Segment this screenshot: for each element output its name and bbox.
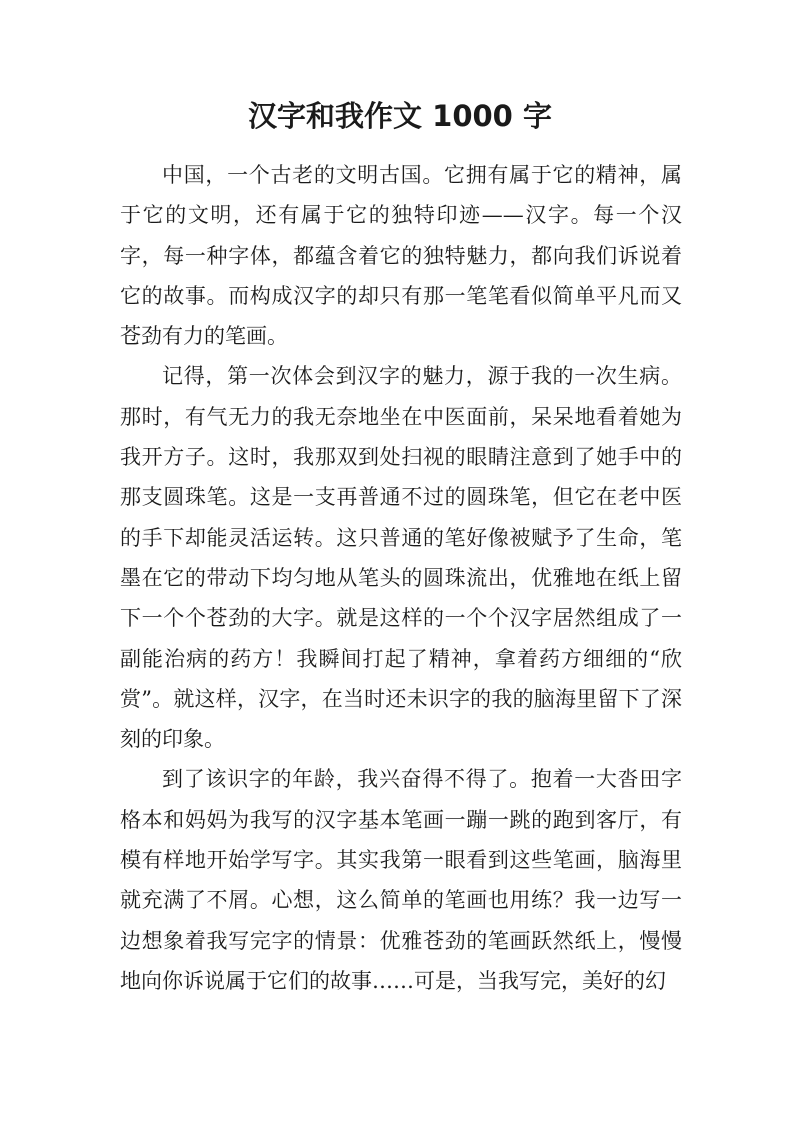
document-title: 汉字和我作文 1000 字 xyxy=(248,99,552,133)
document-body xyxy=(120,155,682,1001)
paragraph-3: 到了该识字的年龄，我兴奋得不得了。抱着一大沓田字格本和妈妈为我写的汉字基本笔画一蹦一跳的跑到客厅，有模有样地开始学写字。其实我第一眼看到这些笔画，脑海里就充满了不屑。心想，这么简单的笔画也用练？我一边写一边想象着我写完字的情景：优雅苍劲的笔画跃然纸上，慢慢地向你诉说属于它们的故事……可是，当我写完，美好的幻 xyxy=(120,767,682,993)
paragraph-1: 中国，一个古老的文明古国。它拥有属于它的精神，属于它的文明，还有属于它的独特印迹——汉字。每一个汉字，每一种字体，都蕴含着它的独特魅力，都向我们诉说着它的故事。而构成汉字的却只有那一笔笔看似简单平凡而又苍劲有力的笔画。 xyxy=(120,163,682,349)
paragraph-2: 记得，第一次体会到汉字的魅力，源于我的一次生病。那时，有气无力的我无奈地坐在中医面前，呆呆地看着她为我开方子。这时，我那双到处扫视的眼睛注意到了她手中的那支圆珠笔。这是一支再普通不过的圆珠笔，但它在老中医的手下却能灵活运转。这只普通的笔好像被赋予了生命，笔墨在它的带动下均匀地从笔头的圆珠流出，优雅地在纸上留下一个个苍劲的大字。就是这样的一个个汉字居然组成了一副能治病的药方！我瞬间打起了精神，拿着药方细细的“欣赏”。就这样，汉字，在当时还未识字的我的脑海里留下了深刻的印象。 xyxy=(120,364,682,752)
